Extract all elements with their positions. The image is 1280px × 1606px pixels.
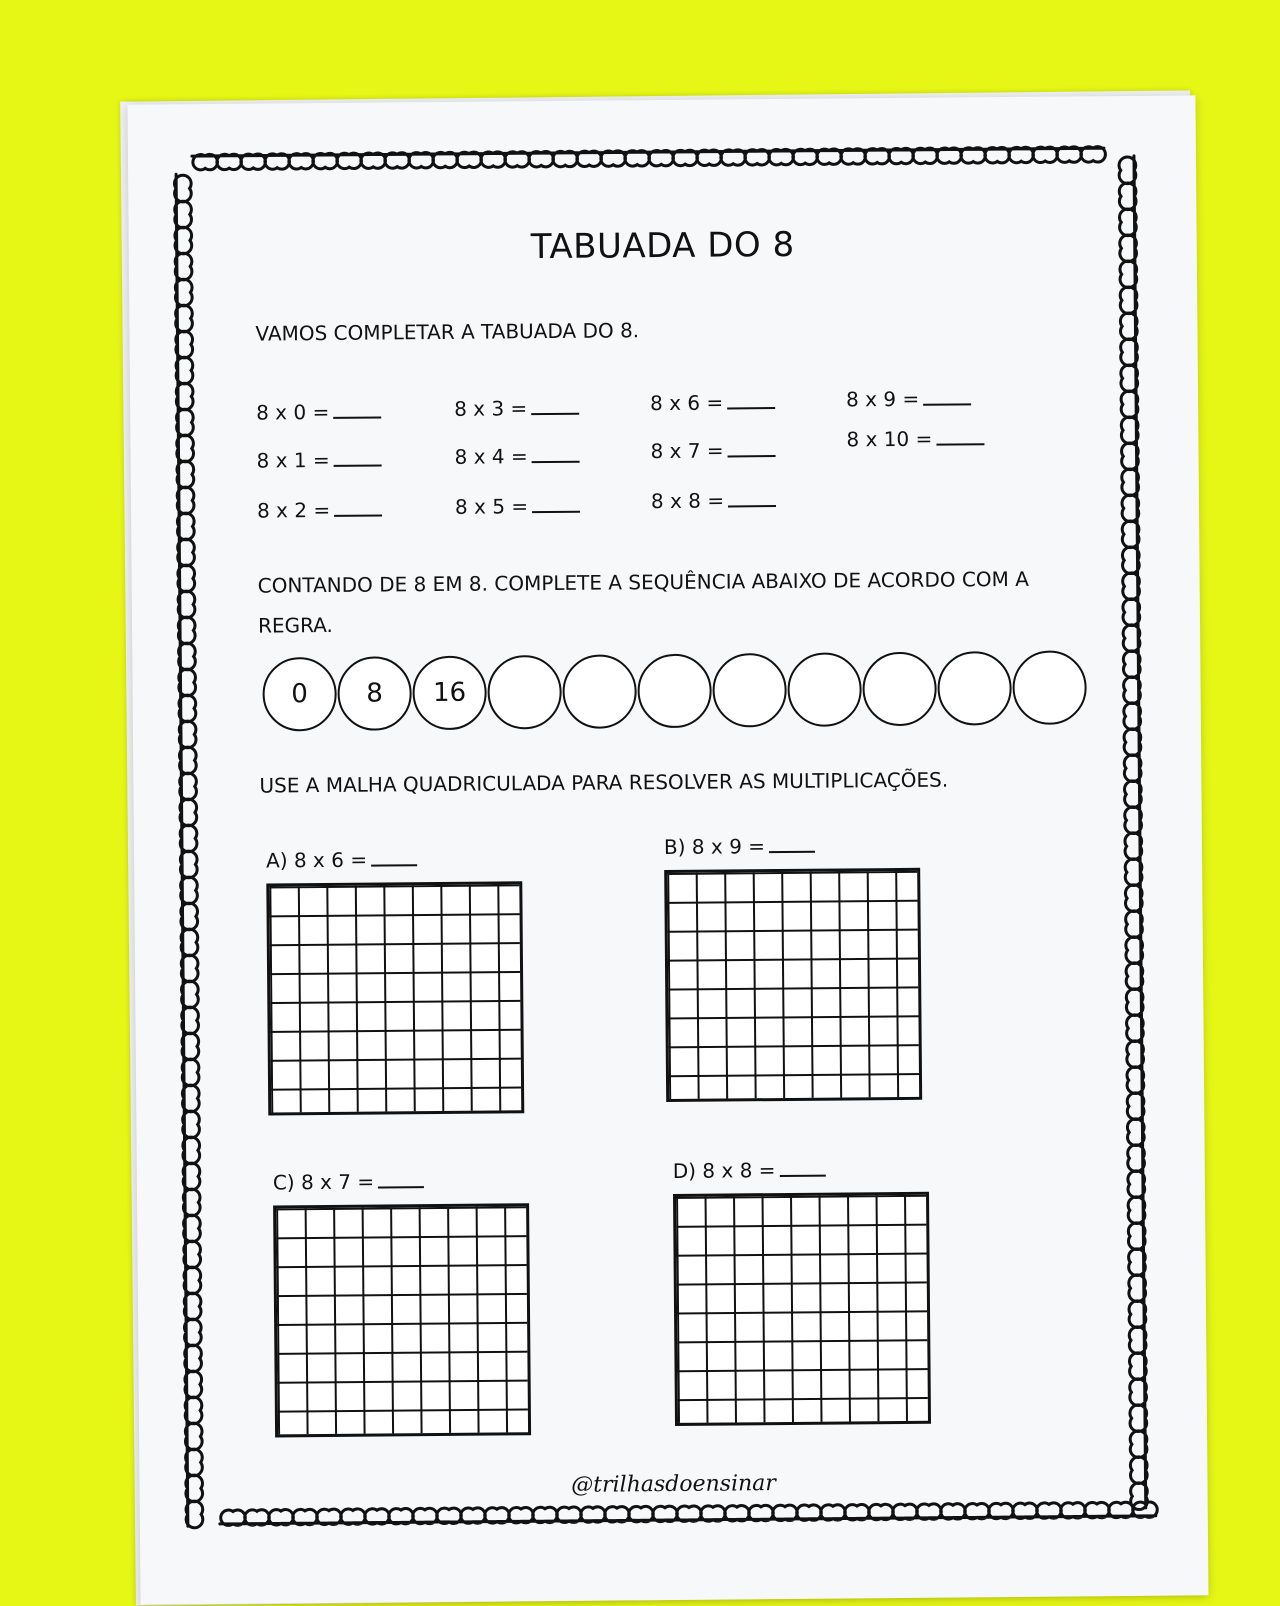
answer-blank[interactable] xyxy=(532,493,580,513)
grid-paper-d[interactable] xyxy=(673,1192,931,1426)
sequence-circles xyxy=(262,650,1088,733)
section1-instruction: VAMOS COMPLETAR A TABUADA DO 8. xyxy=(255,318,640,346)
table-item-8x3: 8 x 3 = xyxy=(454,395,579,421)
grid-paper-c[interactable] xyxy=(273,1203,531,1437)
grid-problem-c-label: C) 8 x 7 = xyxy=(273,1168,424,1194)
grid-paper-b[interactable] xyxy=(664,868,922,1102)
table-item-8x7: 8 x 7 = xyxy=(650,437,775,463)
sequence-circle: 16 xyxy=(412,656,487,731)
answer-blank[interactable] xyxy=(728,487,776,507)
table-item-8x1: 8 x 1 = xyxy=(256,446,381,472)
page-title: TABUADA DO 8 xyxy=(530,224,795,268)
answer-blank[interactable] xyxy=(531,395,579,415)
table-item-8x0: 8 x 0 = xyxy=(256,398,381,424)
answer-blank[interactable] xyxy=(371,846,417,866)
sequence-circle-blank[interactable] xyxy=(562,654,637,729)
section2-instruction-line1: CONTANDO DE 8 EM 8. COMPLETE A SEQUÊNCIA ABAIXO DE ACORDO COM A xyxy=(257,566,1030,598)
sequence-circle-blank[interactable] xyxy=(937,651,1012,726)
answer-blank[interactable] xyxy=(769,833,815,853)
answer-blank[interactable] xyxy=(334,446,382,466)
table-item-8x8: 8 x 8 = xyxy=(651,487,776,513)
sequence-circle-blank[interactable] xyxy=(862,652,937,727)
worksheet-page xyxy=(127,95,1208,1604)
section3-instruction: USE A MALHA QUADRICULADA PARA RESOLVER AS MULTIPLICAÇÕES. xyxy=(259,767,949,798)
answer-blank[interactable] xyxy=(936,425,984,445)
sequence-circle-blank[interactable] xyxy=(487,655,562,730)
section2-instruction-line2: REGRA. xyxy=(257,612,333,638)
grid-paper-a[interactable] xyxy=(266,881,524,1115)
grid-problem-a-label: A) 8 x 6 = xyxy=(266,846,417,872)
answer-blank[interactable] xyxy=(727,389,775,409)
grid-problem-d-label: D) 8 x 8 = xyxy=(673,1157,826,1183)
table-item-8x5: 8 x 5 = xyxy=(455,493,580,519)
sequence-circle-blank[interactable] xyxy=(712,653,787,728)
answer-blank[interactable] xyxy=(333,398,381,418)
grid-problem-b-label: B) 8 x 9 = xyxy=(664,833,815,859)
answer-blank[interactable] xyxy=(532,443,580,463)
sequence-circle: 0 xyxy=(262,657,337,732)
answer-blank[interactable] xyxy=(779,1157,825,1177)
answer-blank[interactable] xyxy=(334,496,382,516)
sequence-circle-blank[interactable] xyxy=(787,652,862,727)
answer-blank[interactable] xyxy=(378,1168,424,1188)
table-item-8x9: 8 x 9 = xyxy=(846,385,971,411)
sequence-circle: 8 xyxy=(337,656,412,731)
sequence-circle-blank[interactable] xyxy=(1012,650,1087,725)
table-item-8x2: 8 x 2 = xyxy=(257,496,382,522)
answer-blank[interactable] xyxy=(728,437,776,457)
footer-handle: @trilhasdoensinar xyxy=(571,1471,776,1498)
table-item-8x6: 8 x 6 = xyxy=(650,389,775,415)
table-item-8x4: 8 x 4 = xyxy=(454,443,579,469)
sequence-circle-blank[interactable] xyxy=(637,654,712,729)
table-item-8x10: 8 x 10 = xyxy=(846,425,984,451)
answer-blank[interactable] xyxy=(923,385,971,405)
